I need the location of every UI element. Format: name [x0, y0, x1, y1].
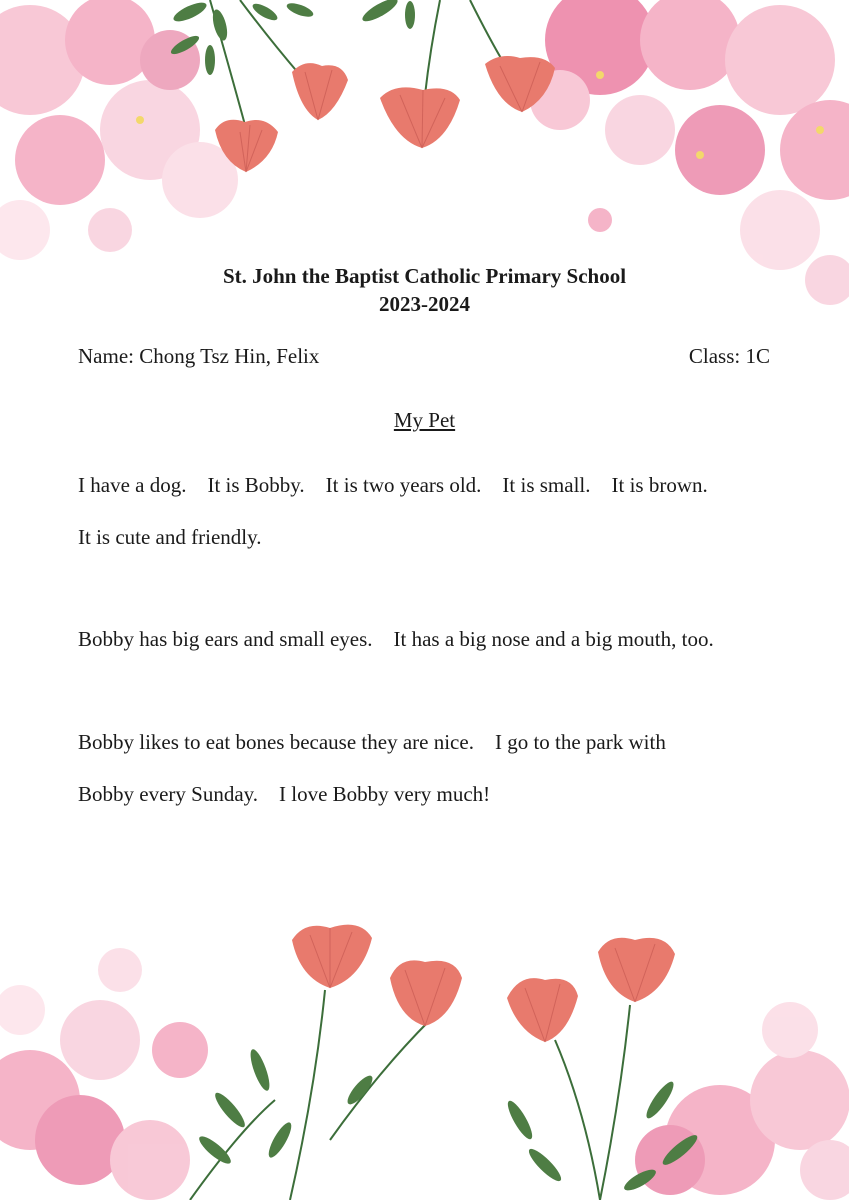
school-header [0, 262, 849, 318]
blossom [65, 0, 155, 85]
school-year: 2023-2024 [379, 292, 470, 316]
student-name: Name: Chong Tsz Hin, Felix [78, 344, 320, 368]
essay-title: My Pet [393, 408, 456, 432]
blossom [162, 142, 238, 218]
essay-paragraph-3: Bobby likes to eat bones because they are nice. I go to the park with Bobby every Sunday. I love Bobby very much! [78, 730, 666, 806]
coral-flower [292, 63, 348, 120]
blossom [635, 1125, 705, 1195]
essay-paragraph-2: Bobby has big ears and small eyes. It has a big nose and a big mouth, too. [78, 627, 714, 651]
coral-flower [507, 978, 578, 1042]
blossom [0, 985, 45, 1035]
blossom [675, 105, 765, 195]
blossom [640, 0, 740, 90]
blossom [605, 95, 675, 165]
blossom [530, 70, 590, 130]
blossom [152, 1022, 208, 1078]
blossom [545, 0, 655, 95]
coral-flower [292, 925, 372, 988]
blossom [98, 948, 142, 992]
blossom [88, 208, 132, 252]
floral-border-bottom [0, 910, 849, 1200]
coral-flower [390, 960, 462, 1026]
blossom [800, 1140, 849, 1200]
blossom [588, 208, 612, 232]
blossom [740, 190, 820, 270]
blossom [15, 115, 105, 205]
blossom [762, 1002, 818, 1058]
blossom [665, 1085, 775, 1195]
coral-flower [380, 87, 460, 148]
blossom [780, 100, 849, 200]
blossom [0, 1050, 80, 1150]
student-class: Class: 1C [688, 344, 770, 368]
blossom [60, 1000, 140, 1080]
essay-paragraph-1: I have a dog. It is Bobby. It is two years old. It is small. It is brown. It is cute and friendly. [78, 473, 708, 549]
student-info-row [78, 342, 770, 370]
school-name: St. John the Baptist Catholic Primary School [222, 264, 627, 288]
blossom [140, 30, 200, 90]
blossom [750, 1050, 849, 1150]
blossom [110, 1120, 190, 1200]
blossom [100, 80, 200, 180]
blossom [725, 5, 835, 115]
blossom [35, 1095, 125, 1185]
coral-flower [598, 938, 675, 1002]
coral-flower [215, 120, 278, 172]
blossom [0, 5, 85, 115]
blossom [0, 200, 50, 260]
coral-flower [485, 56, 555, 112]
